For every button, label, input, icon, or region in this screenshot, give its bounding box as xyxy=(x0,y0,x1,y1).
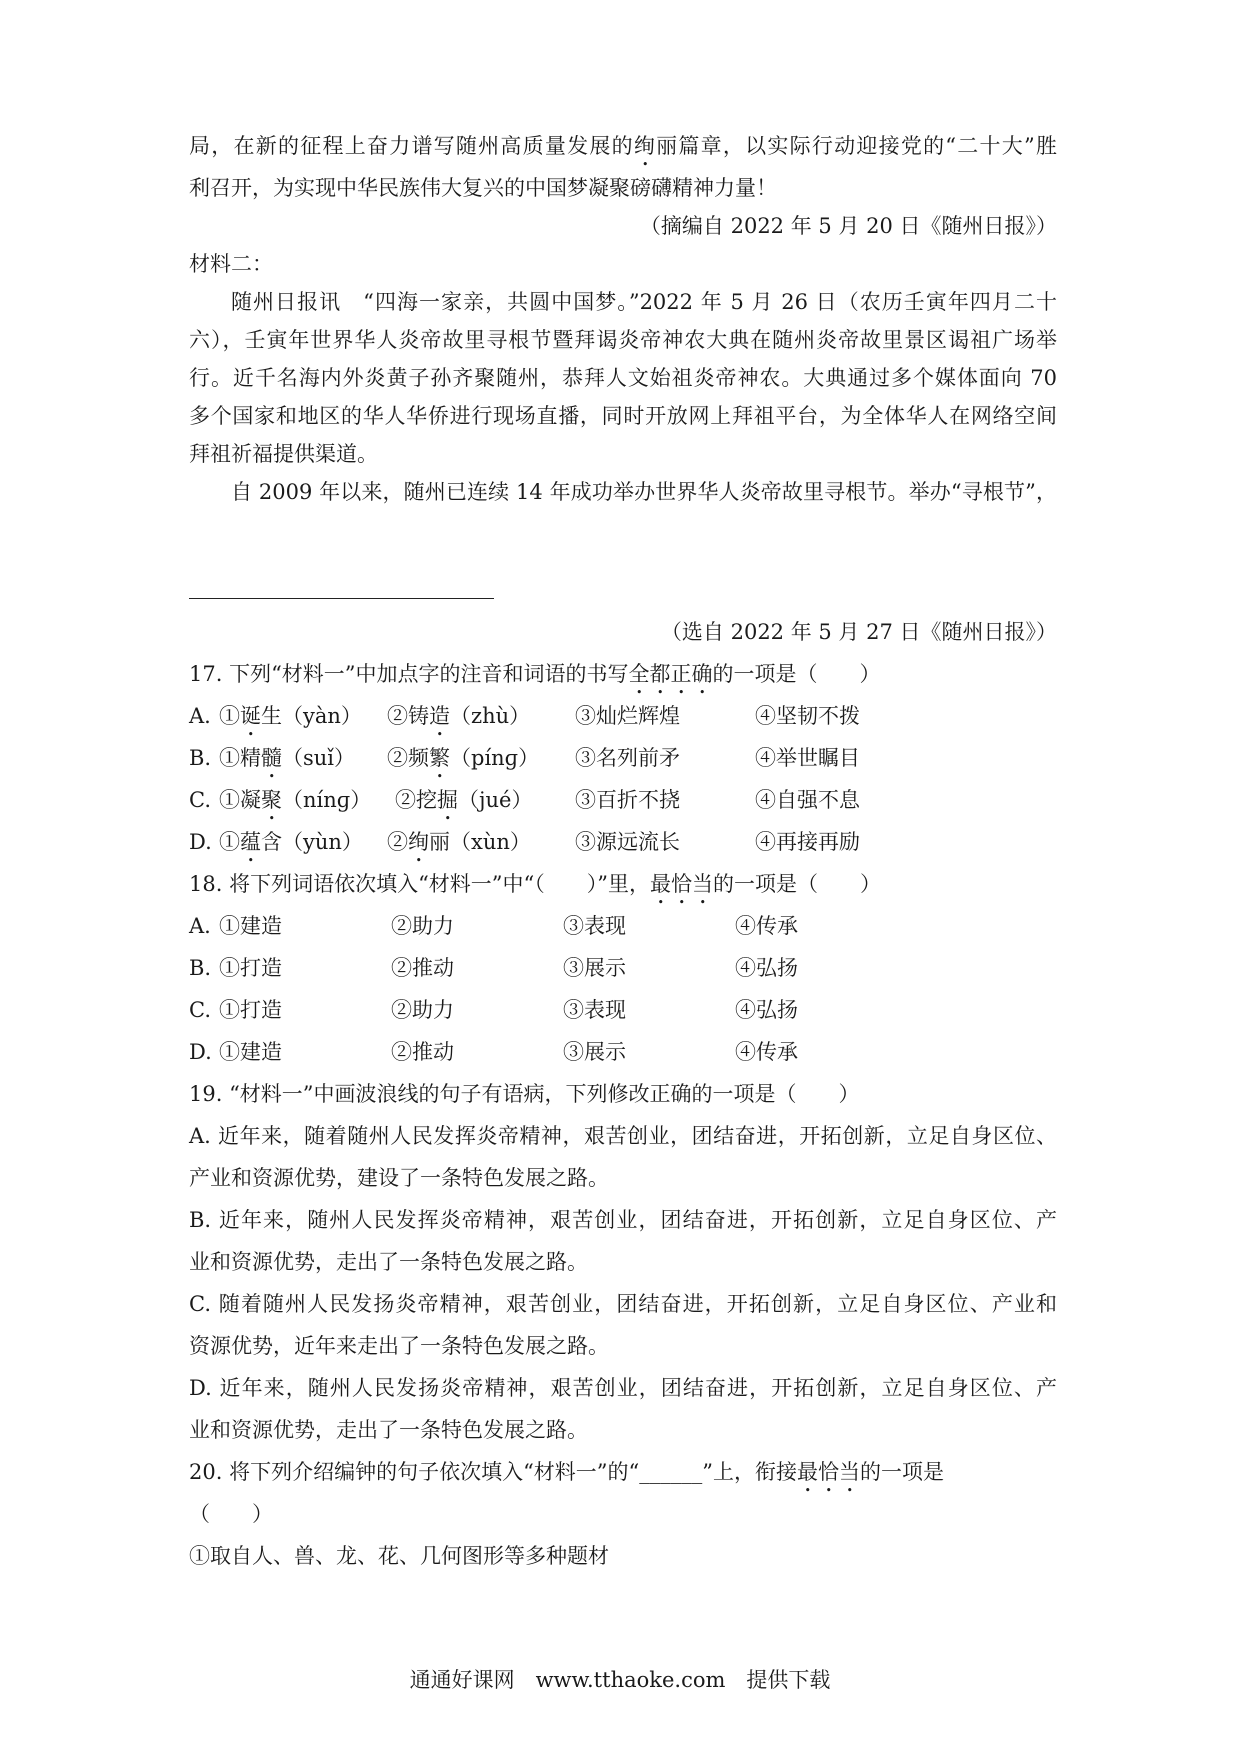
question-18-stem xyxy=(189,870,1057,909)
option-label: A. xyxy=(189,704,211,728)
option-item: ④传承 xyxy=(735,914,798,938)
option-item: ④再接再励 xyxy=(755,830,860,854)
text-span: 丽篇章，以实际行动迎接党的“二十大”胜 xyxy=(656,134,1058,158)
option-label: D. xyxy=(189,830,212,854)
option-item: ②助力 xyxy=(391,914,454,938)
option-label: B. xyxy=(189,746,212,770)
option-item: ③百折不挠 xyxy=(575,788,680,812)
option-item: ②铸造（zhù） xyxy=(387,704,531,728)
option-item: ①打造 xyxy=(219,998,282,1022)
option-item: ③展示 xyxy=(563,1040,626,1064)
paragraph-line xyxy=(189,132,1057,171)
option-item: ③展示 xyxy=(563,956,626,980)
option-item: ①建造 xyxy=(219,1040,282,1064)
text-span: 的一项是（ ） xyxy=(713,872,882,896)
option-item: ③灿烂辉煌 xyxy=(575,704,680,728)
dotted-text: 最恰当 xyxy=(650,872,714,896)
question-17-stem xyxy=(189,660,1057,699)
paragraph-line: 利召开，为实现中华民族伟大复兴的中国梦凝聚磅礴精神力量！ xyxy=(189,176,777,200)
source-citation: （选自 2022 年 5 月 27 日《随州日报》） xyxy=(660,620,1057,644)
option-item: ②挖掘（jué） xyxy=(395,788,533,812)
option-item: ④弘扬 xyxy=(735,956,798,980)
paragraph-line: 多个国家和地区的华人华侨进行现场直播，同时开放网上拜祖平台，为全体华人在网络空间 xyxy=(189,404,1057,428)
option-item: ③表现 xyxy=(563,998,626,1022)
question-19-option-a-line2: 产业和资源优势，建设了一条特色发展之路。 xyxy=(189,1166,609,1190)
option-label: D. xyxy=(189,1040,212,1064)
option-item: ③表现 xyxy=(563,914,626,938)
option-item: ③源远流长 xyxy=(575,830,680,854)
text-span: 局，在新的征程上奋力谱写随州高质量发展的 xyxy=(189,134,634,158)
option-item: ②推动 xyxy=(391,956,454,980)
option-item: ④传承 xyxy=(735,1040,798,1064)
option-item: ①精髓（suǐ） xyxy=(219,746,356,770)
option-item: ④弘扬 xyxy=(735,998,798,1022)
text-span: 的一项是 xyxy=(860,1460,945,1484)
blank-underline xyxy=(189,598,494,599)
paragraph-line: 自 2009 年以来，随州已连续 14 年成功举办世界华人炎帝故里寻根节。举办“寻根节”， xyxy=(231,480,1057,504)
paragraph-line: 六），壬寅年世界华人炎帝故里寻根节暨拜谒炎帝神农大典在随州炎帝故里景区谒祖广场举 xyxy=(189,328,1057,352)
section-heading: 材料二： xyxy=(189,252,273,276)
question-19-option-c-line1: C. 随着随州人民发扬炎帝精神，艰苦创业，团结奋进，开拓创新，立足自身区位、产业和 xyxy=(189,1292,1057,1316)
option-item: ④自强不息 xyxy=(755,788,860,812)
dotted-char: 绚 xyxy=(633,134,657,158)
question-19-option-d-line2: 业和资源优势，走出了一条特色发展之路。 xyxy=(189,1418,588,1442)
option-item: ②推动 xyxy=(391,1040,454,1064)
question-20-stem xyxy=(189,1458,1057,1497)
page-footer: 通通好课网 www.tthaoke.com 提供下载 xyxy=(409,1668,831,1692)
option-item: ③名列前矛 xyxy=(575,746,680,770)
dotted-text: 最恰当 xyxy=(797,1460,861,1484)
answer-paren: （ ） xyxy=(189,1502,273,1526)
question-19-option-d-line1: D. 近年来，随州人民发扬炎帝精神，艰苦创业，团结奋进，开拓创新，立足自身区位、产 xyxy=(189,1376,1057,1400)
option-label: C. xyxy=(189,788,211,812)
text-span: 的一项是（ ） xyxy=(712,662,881,686)
option-item: ①诞生（yàn） xyxy=(219,704,362,728)
question-19-option-b-line1: B. 近年来，随州人民发挥炎帝精神，艰苦创业，团结奋进，开拓创新，立足自身区位、产 xyxy=(189,1208,1057,1232)
option-item: ①建造 xyxy=(219,914,282,938)
option-item: ④坚韧不拨 xyxy=(755,704,860,728)
option-item: ②频繁（pínɡ） xyxy=(387,746,540,770)
text-span: 20. 将下列介绍编钟的句子依次填入“材料一”的“______”上，衔接 xyxy=(189,1460,798,1484)
question-19-stem: 19. “材料一”中画波浪线的句子有语病，下列修改正确的一项是（ ） xyxy=(189,1082,860,1106)
option-label: A. xyxy=(189,914,211,938)
question-19-option-b-line2: 业和资源优势，走出了一条特色发展之路。 xyxy=(189,1250,588,1274)
option-item: ②助力 xyxy=(391,998,454,1022)
paragraph-line: 随州日报讯 “四海一家亲，共圆中国梦。”2022 年 5 月 26 日（农历壬寅年四月二十 xyxy=(231,290,1057,314)
option-item: ①打造 xyxy=(219,956,282,980)
question-19-option-a-line1: A. 近年来，随着随州人民发挥炎帝精神，艰苦创业，团结奋进，开拓创新，立足自身区位、 xyxy=(189,1124,1057,1148)
text-span: 17. 下列“材料一”中加点字的注音和词语的书写 xyxy=(189,662,629,686)
text-span: 18. 将下列词语依次填入“材料一”中“（ ）”里， xyxy=(189,872,651,896)
option-item: ②绚丽（xùn） xyxy=(387,830,531,854)
option-label: C. xyxy=(189,998,211,1022)
paragraph-line: 行。近千名海内外炎黄子孙齐聚随州，恭拜人文始祖炎帝神农。大典通过多个媒体面向 70 xyxy=(189,366,1057,390)
question-20-item-1: ①取自人、兽、龙、花、几何图形等多种题材 xyxy=(189,1544,609,1568)
option-item: ①凝聚（nínɡ） xyxy=(219,788,372,812)
question-19-option-c-line2: 资源优势，近年来走出了一条特色发展之路。 xyxy=(189,1334,609,1358)
option-label: B. xyxy=(189,956,212,980)
paragraph-line: 拜祖祈福提供渠道。 xyxy=(189,442,378,466)
source-citation: （摘编自 2022 年 5 月 20 日《随州日报》） xyxy=(639,214,1057,238)
dotted-text: 全都正确 xyxy=(628,662,713,686)
option-item: ④举世瞩目 xyxy=(755,746,860,770)
option-item: ①蕴含（yùn） xyxy=(219,830,363,854)
